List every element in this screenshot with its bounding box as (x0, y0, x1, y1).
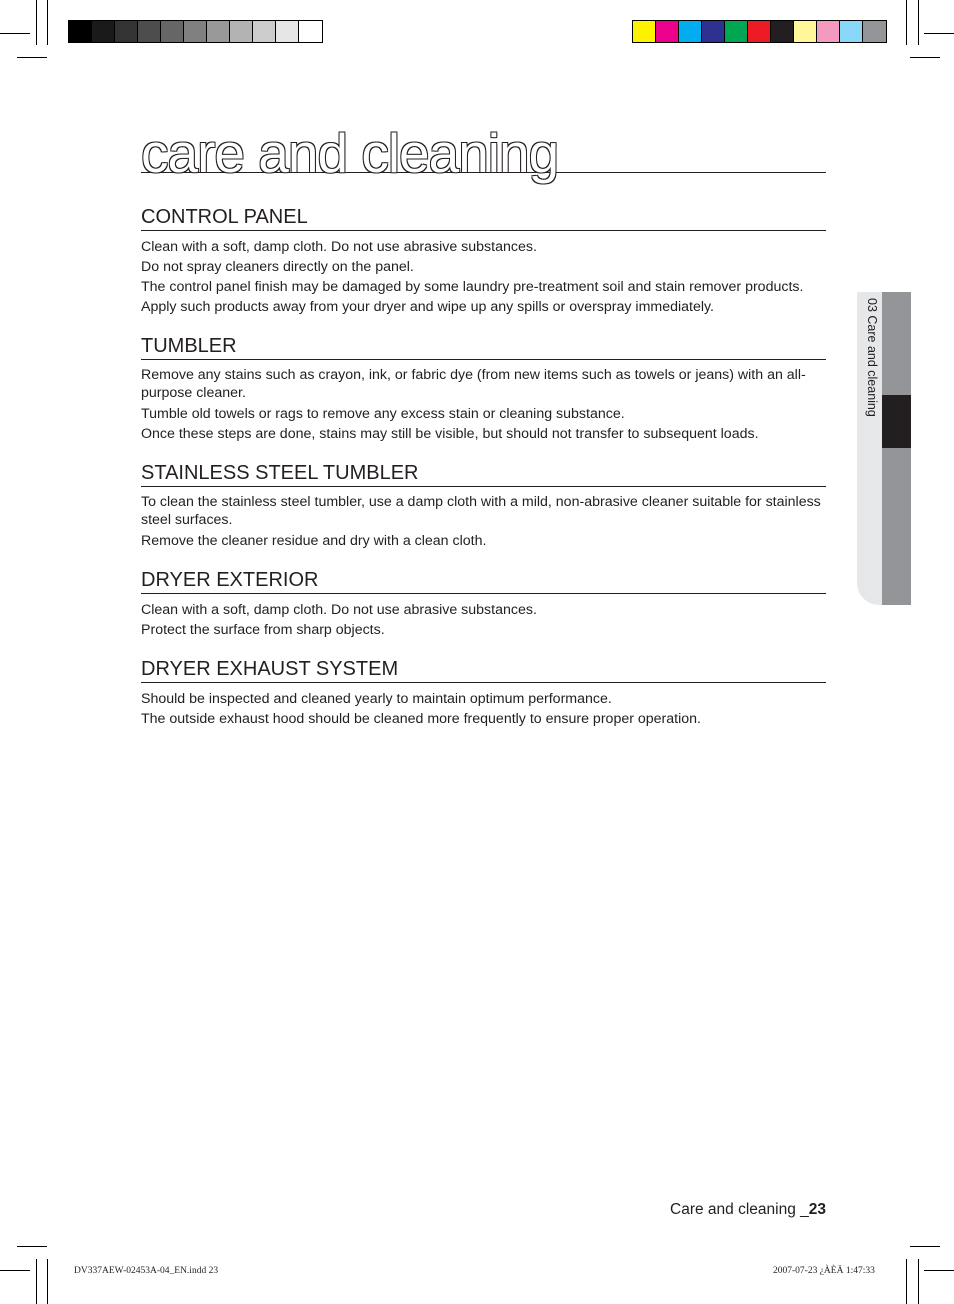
color-swatch (748, 21, 771, 42)
footer-label: Care and cleaning _ (670, 1201, 809, 1218)
section-tumbler (141, 334, 826, 444)
crop-mark (910, 57, 940, 58)
crop-mark (47, 1259, 48, 1304)
crop-mark (906, 0, 907, 45)
color-swatch (702, 21, 725, 42)
print-slug-date: 2007-07-23 ¿ÀÈÄ 1:47:33 (773, 1266, 875, 1276)
color-swatch (633, 21, 656, 42)
crop-mark (36, 0, 37, 45)
color-swatch (840, 21, 863, 42)
page-footer (670, 1201, 826, 1219)
body-line: The outside exhaust hood should be cleaned more frequently to ensure proper operation. (141, 711, 701, 727)
section-heading: CONTROL PANEL (141, 205, 826, 231)
body-line: Tumble old towels or rags to remove any excess stain or cleaning substance. (141, 406, 625, 422)
body-line: Remove any stains such as crayon, ink, or fabric dye (from new items such as towels or jeans) with an all-purpose cleaner. (141, 367, 806, 401)
crop-mark (36, 1259, 37, 1304)
body-line: Clean with a soft, damp cloth. Do not use abrasive substances. (141, 602, 537, 618)
crop-mark (17, 1246, 47, 1247)
color-swatch (817, 21, 840, 42)
color-swatch (253, 21, 276, 42)
page-title-rule (141, 122, 826, 184)
color-swatch (161, 21, 184, 42)
print-slug-file: DV337AEW-02453A-04_EN.indd 23 (74, 1266, 219, 1276)
body-line: Apply such products away from your dryer and wipe up any spills or overspray immediately. (141, 299, 714, 315)
crop-mark (0, 1270, 30, 1271)
crop-mark (17, 57, 47, 58)
body-line: Should be inspected and cleaned yearly to maintain optimum performance. (141, 691, 612, 707)
grayscale-bar (68, 20, 323, 43)
body-line: Protect the surface from sharp objects. (141, 622, 385, 638)
color-swatch (725, 21, 748, 42)
color-swatch (656, 21, 679, 42)
section-dryer-exhaust-system (141, 657, 826, 729)
color-swatch (863, 21, 886, 42)
crop-mark (918, 1259, 919, 1304)
color-swatch (92, 21, 115, 42)
chapter-tab-label: 03 Care and cleaning (865, 298, 879, 417)
color-swatch (138, 21, 161, 42)
body-line: To clean the stainless steel tumbler, use a damp cloth with a mild, non-abrasive cleaner suitable for stainless steel surfaces. (141, 494, 821, 528)
color-swatch (276, 21, 299, 42)
body-line: Once these steps are done, stains may still be visible, but should not transfer to subsequent loads. (141, 426, 759, 442)
color-swatch (207, 21, 230, 42)
chapter-tab-segment (882, 292, 911, 395)
crop-mark (924, 1270, 954, 1271)
body-line: Remove the cleaner residue and dry with a clean cloth. (141, 533, 487, 549)
crop-mark (47, 0, 48, 45)
section-heading: TUMBLER (141, 334, 826, 360)
color-swatch (230, 21, 253, 42)
chapter-tab-active-segment (882, 395, 911, 448)
page-title: care and cleaning (141, 122, 559, 184)
chapter-tab-segment (882, 448, 911, 605)
page-number: 23 (808, 1201, 826, 1218)
color-swatch (794, 21, 817, 42)
crop-mark (918, 0, 919, 45)
crop-mark (910, 1246, 940, 1247)
body-line: The control panel finish may be damaged by some laundry pre-treatment soil and stain remover products. (141, 279, 804, 295)
crop-mark (0, 33, 30, 34)
body-line: Do not spray cleaners directly on the panel. (141, 259, 414, 275)
color-swatch (69, 21, 92, 42)
color-swatch (115, 21, 138, 42)
color-bar (632, 20, 887, 43)
crop-mark (906, 1259, 907, 1304)
body-line: Clean with a soft, damp cloth. Do not use abrasive substances. (141, 239, 537, 255)
section-control-panel (141, 205, 826, 317)
color-swatch (184, 21, 207, 42)
section-dryer-exterior (141, 568, 826, 640)
section-heading: STAINLESS STEEL TUMBLER (141, 461, 826, 487)
color-swatch (771, 21, 794, 42)
section-heading: DRYER EXTERIOR (141, 568, 826, 594)
crop-mark (924, 33, 954, 34)
color-swatch (299, 21, 322, 42)
section-stainless-steel-tumbler (141, 461, 826, 551)
color-swatch (679, 21, 702, 42)
section-heading: DRYER EXHAUST SYSTEM (141, 657, 826, 683)
